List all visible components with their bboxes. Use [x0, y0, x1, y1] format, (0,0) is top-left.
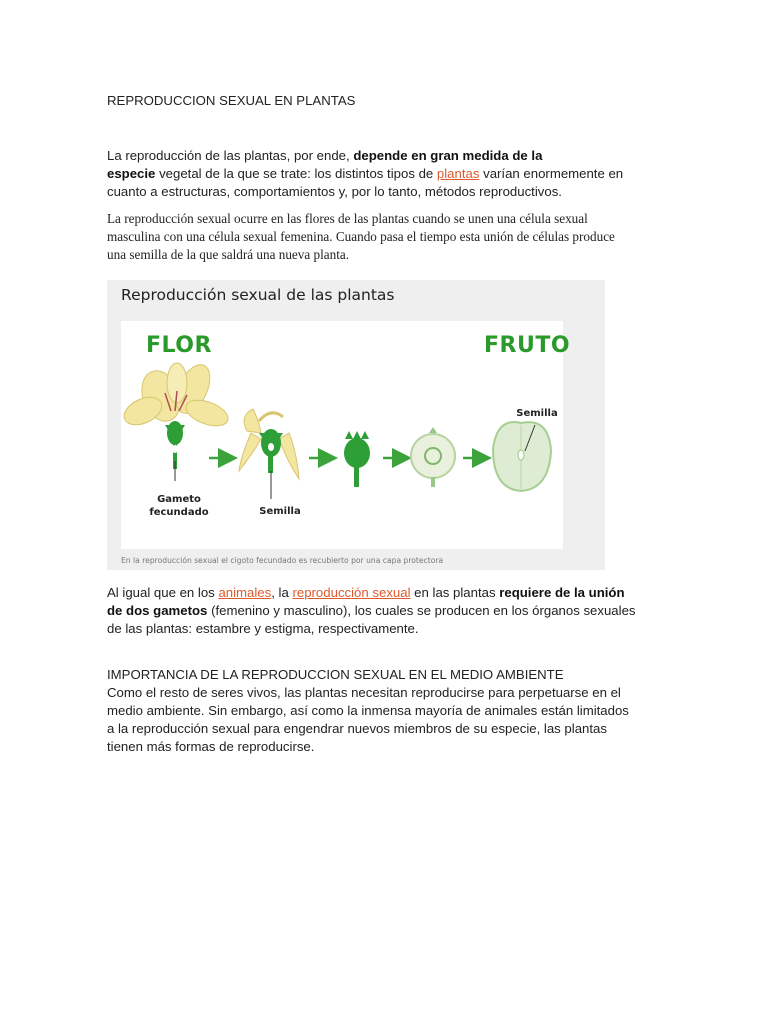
importance-line-3: a la reproducción sexual para engendrar nuevos miembros de su especie, las plantas	[107, 721, 607, 736]
intro-bold-text: depende en gran medida de la	[353, 148, 543, 163]
intro-line-2	[107, 165, 652, 183]
intro-line-1	[107, 147, 652, 165]
fruto-label: FRUTO	[484, 333, 571, 358]
semilla-label-fruit: Semilla	[516, 408, 558, 419]
round-fruit-icon	[411, 427, 455, 487]
gametes-text-4: (femenino y masculino), los cuales se producen en los órganos sexuales	[207, 603, 636, 618]
intro-text-3: varían enormemente en	[479, 166, 624, 181]
link-animales[interactable]: animales	[218, 585, 272, 600]
document-heading: REPRODUCCION SEXUAL EN PLANTAS	[107, 93, 356, 108]
importance-line-4: tienen más formas de reproducirse.	[107, 739, 315, 754]
intro-line-3: cuanto a estructuras, comportamientos y, por lo tanto, métodos reproductivos.	[107, 184, 562, 199]
gameto-label-line-2: fecundado	[149, 507, 209, 518]
serif-line-2: masculina con una célula sexual femenina. Cuando pasa el tiempo esta unión de células produce	[107, 229, 615, 244]
serif-line-1: La reproducción sexual ocurre en las flores de las plantas cuando se unen una célula sexual	[107, 211, 588, 226]
gameto-label-line-1: Gameto	[157, 494, 201, 505]
gametes-paragraph	[107, 584, 652, 638]
importance-heading: IMPORTANCIA DE LA REPRODUCCION SEXUAL EN EL MEDIO AMBIENTE	[107, 667, 564, 682]
reproduction-figure	[107, 280, 605, 570]
developing-fruit-icon	[344, 431, 370, 487]
serif-paragraph	[107, 210, 652, 264]
wilting-flower-icon	[239, 409, 299, 499]
figure-title: Reproducción sexual de las plantas	[121, 286, 395, 304]
gametes-text-3: en las plantas	[410, 585, 500, 600]
gametes-line-2	[107, 602, 652, 620]
flor-label: FLOR	[146, 333, 212, 358]
semilla-label-flower: Semilla	[259, 506, 301, 517]
intro-text-2: vegetal de la que se trate: los distintos tipos de	[155, 166, 437, 181]
link-plantas[interactable]: plantas	[436, 166, 480, 181]
intro-paragraph	[107, 147, 652, 201]
link-reproduccion-sexual[interactable]: reproducción sexual	[292, 585, 411, 600]
gametes-line-3: de las plantas: estambre y estigma, respectivamente.	[107, 621, 419, 636]
importance-section	[107, 666, 652, 756]
gametes-bold-text-2: de dos gametos	[107, 603, 208, 618]
gametes-text: Al igual que en los	[107, 585, 219, 600]
gametes-bold-text: requiere de la unión	[499, 585, 625, 600]
open-flower-icon	[121, 360, 231, 481]
cut-fruit-icon	[493, 422, 551, 491]
intro-bold-especie: especie	[107, 166, 156, 181]
gametes-text-2: , la	[271, 585, 293, 600]
gametes-line-1	[107, 584, 652, 602]
figure-caption: En la reproducción sexual el cigoto fecundado es recubierto por una capa protectora	[121, 556, 444, 565]
importance-line-2: medio ambiente. Sin embargo, así como la inmensa mayoría de animales están limitados	[107, 703, 629, 718]
gameto-label	[149, 493, 209, 519]
importance-line-1: Como el resto de seres vivos, las plantas necesitan reproducirse para perpetuarse en el	[107, 685, 621, 700]
figure-panel	[121, 321, 571, 549]
intro-text: La reproducción de las plantas, por ende,	[107, 148, 354, 163]
serif-line-3: una semilla de la que saldrá una nueva planta.	[107, 247, 350, 262]
